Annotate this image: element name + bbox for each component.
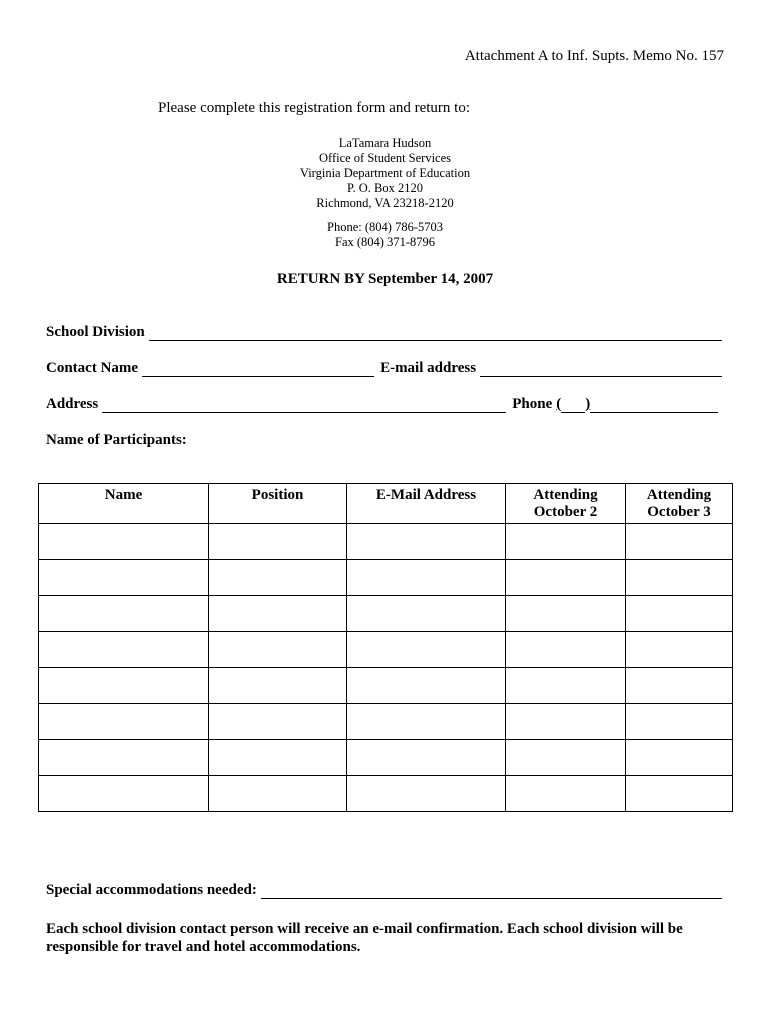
phone-area-code-field[interactable] — [561, 396, 585, 413]
participants-table — [38, 483, 733, 812]
participant-email-cell[interactable] — [347, 776, 506, 812]
contact-office: Office of Student Services — [318, 151, 452, 165]
closing-note: Each school division contact person will receive an e-mail confirmation. Each school division will be responsible for travel and hotel accommodations. — [46, 921, 683, 955]
phone-number-field[interactable] — [590, 396, 718, 413]
participant-oct-2-cell[interactable] — [506, 668, 626, 704]
participant-oct-3-cell[interactable] — [626, 704, 733, 740]
participant-position-cell[interactable] — [209, 740, 347, 776]
participant-email-cell[interactable] — [347, 740, 506, 776]
contact-fax: Fax (804) 371-8796 — [335, 235, 435, 249]
school-division-row — [46, 324, 722, 341]
special-accommodations-field[interactable] — [261, 882, 722, 899]
table-row — [39, 740, 733, 776]
address-row — [46, 396, 718, 413]
table-header-row — [39, 484, 733, 524]
address-field[interactable] — [102, 396, 506, 413]
participant-oct-3-cell[interactable] — [626, 668, 733, 704]
participant-oct-3-cell[interactable] — [626, 524, 733, 560]
column-header-email: E-Mail Address — [347, 484, 506, 524]
contact-name-label: Contact Name — [46, 360, 139, 376]
return-deadline: RETURN BY September 14, 2007 — [276, 271, 494, 287]
special-accommodations-label: Special accommodations needed: — [46, 882, 257, 898]
contact-phone: Phone: (804) 786-5703 — [327, 220, 443, 234]
participant-name-cell[interactable] — [39, 668, 209, 704]
participant-name-cell[interactable] — [39, 740, 209, 776]
table-row — [39, 524, 733, 560]
contact-name-field[interactable] — [142, 360, 374, 377]
phone-area-open: ( — [556, 396, 562, 412]
participant-position-cell[interactable] — [209, 524, 347, 560]
participant-position-cell[interactable] — [209, 596, 347, 632]
table-row — [39, 560, 733, 596]
participant-oct-3-cell[interactable] — [626, 596, 733, 632]
school-division-label: School Division — [46, 324, 145, 340]
participant-oct-2-cell[interactable] — [506, 740, 626, 776]
participant-oct-2-cell[interactable] — [506, 596, 626, 632]
address-label: Address — [46, 396, 99, 412]
participant-name-cell[interactable] — [39, 632, 209, 668]
participant-position-cell[interactable] — [209, 668, 347, 704]
attachment-reference: Attachment A to Inf. Supts. Memo No. 157 — [464, 48, 724, 64]
table-row — [39, 632, 733, 668]
participant-email-cell[interactable] — [347, 596, 506, 632]
participant-oct-2-cell[interactable] — [506, 560, 626, 596]
special-accommodations-row — [46, 882, 722, 899]
email-address-field[interactable] — [480, 360, 722, 377]
participant-oct-3-cell[interactable] — [626, 740, 733, 776]
participant-email-cell[interactable] — [347, 668, 506, 704]
participant-email-cell[interactable] — [347, 632, 506, 668]
participant-name-cell[interactable] — [39, 524, 209, 560]
participant-email-cell[interactable] — [347, 704, 506, 740]
phone-label: Phone — [512, 396, 553, 412]
participant-oct-2-cell[interactable] — [506, 704, 626, 740]
return-address-block — [0, 136, 770, 250]
participant-position-cell[interactable] — [209, 560, 347, 596]
column-header-attending-oct-3: Attending October 3 — [626, 484, 733, 524]
participant-oct-3-cell[interactable] — [626, 560, 733, 596]
participant-oct-2-cell[interactable] — [506, 524, 626, 560]
contact-city: Richmond, VA 23218-2120 — [316, 196, 454, 210]
contact-person-name: LaTamara Hudson — [338, 136, 432, 150]
participant-email-cell[interactable] — [347, 524, 506, 560]
participant-email-cell[interactable] — [347, 560, 506, 596]
email-address-label: E-mail address — [380, 360, 477, 376]
table-row — [39, 704, 733, 740]
phone-area-close: ) — [585, 396, 591, 412]
participant-oct-3-cell[interactable] — [626, 632, 733, 668]
participant-name-cell[interactable] — [39, 704, 209, 740]
column-header-name: Name — [39, 484, 209, 524]
contact-row — [46, 360, 722, 377]
participant-position-cell[interactable] — [209, 632, 347, 668]
participant-position-cell[interactable] — [209, 704, 347, 740]
instruction-text: Please complete this registration form and return to: — [158, 100, 470, 116]
participant-name-cell[interactable] — [39, 596, 209, 632]
participant-oct-3-cell[interactable] — [626, 776, 733, 812]
participant-oct-2-cell[interactable] — [506, 776, 626, 812]
column-header-attending-oct-2: Attending October 2 — [506, 484, 626, 524]
school-division-field[interactable] — [149, 324, 722, 341]
contact-po-box: P. O. Box 2120 — [346, 181, 424, 195]
participants-heading: Name of Participants: — [46, 432, 187, 448]
table-row — [39, 668, 733, 704]
participant-name-cell[interactable] — [39, 776, 209, 812]
participant-position-cell[interactable] — [209, 776, 347, 812]
participant-name-cell[interactable] — [39, 560, 209, 596]
participant-oct-2-cell[interactable] — [506, 632, 626, 668]
table-row — [39, 776, 733, 812]
contact-department: Virginia Department of Education — [299, 166, 471, 180]
column-header-position: Position — [209, 484, 347, 524]
table-row — [39, 596, 733, 632]
